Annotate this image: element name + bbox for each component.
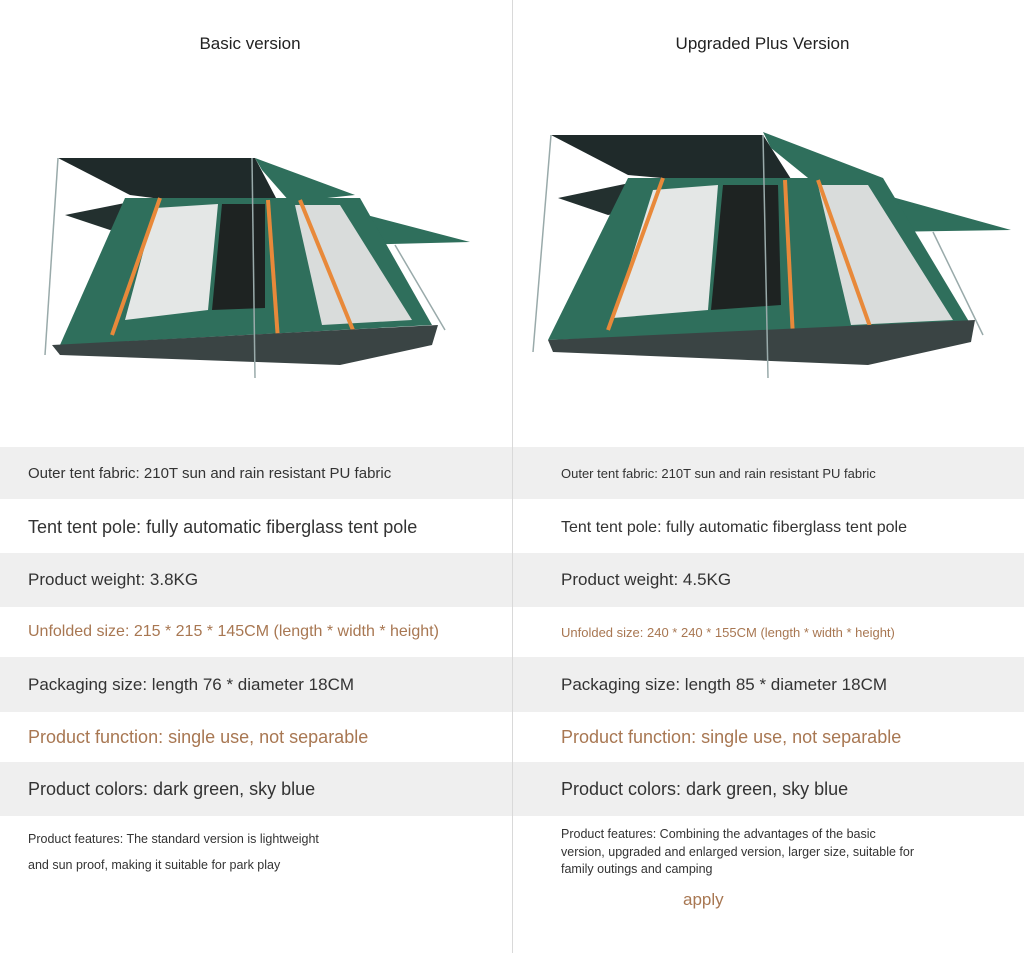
spec-unfolded-size: Unfolded size: 215 * 215 * 145CM (length * width * height): [28, 623, 439, 640]
plus-version-column: [513, 0, 1024, 953]
spec-fabric: Outer tent fabric: 210T sun and rain resistant PU fabric: [513, 447, 1024, 499]
spec-pole: Tent tent pole: fully automatic fiberglass tent pole: [28, 517, 418, 537]
features-line: version, upgraded and enlarged version, larger size, suitable for: [561, 844, 914, 859]
spec-weight: Product weight: 3.8KG: [0, 553, 512, 607]
spec-weight: Product weight: 4.5KG: [513, 553, 1024, 607]
apply-label: apply: [683, 890, 724, 909]
plus-version-title: Upgraded Plus Version: [675, 34, 850, 53]
spec-colors: Product colors: dark green, sky blue: [0, 762, 512, 816]
spec-pole: Tent tent pole: fully automatic fiberglass tent pole: [561, 518, 907, 536]
spec-packaging-size: Packaging size: length 76 * diameter 18CM: [0, 657, 512, 712]
basic-features: [28, 826, 498, 878]
basic-version-title: Basic version: [199, 34, 301, 53]
features-line: and sun proof, making it suitable for park play: [28, 858, 281, 872]
features-line: family outings and camping: [561, 862, 713, 876]
spec-packaging-size: Packaging size: length 85 * diameter 18CM: [513, 657, 1024, 712]
spec-unfolded-size: Unfolded size: 240 * 240 * 155CM (length * width * height): [561, 624, 895, 640]
spec-fabric: Outer tent fabric: 210T sun and rain resistant PU fabric: [0, 447, 512, 499]
plus-tent-image: [513, 120, 1024, 390]
spec-colors: Product colors: dark green, sky blue: [513, 762, 1024, 816]
features-line: Product features: Combining the advantages of the basic: [561, 827, 876, 841]
spec-function: Product function: single use, not separable: [28, 726, 369, 747]
plus-features: [561, 826, 1001, 879]
features-line: Product features: The standard version is lightweight: [28, 832, 319, 846]
basic-tent-image: [0, 120, 512, 390]
spec-function: Product function: single use, not separable: [561, 726, 902, 747]
